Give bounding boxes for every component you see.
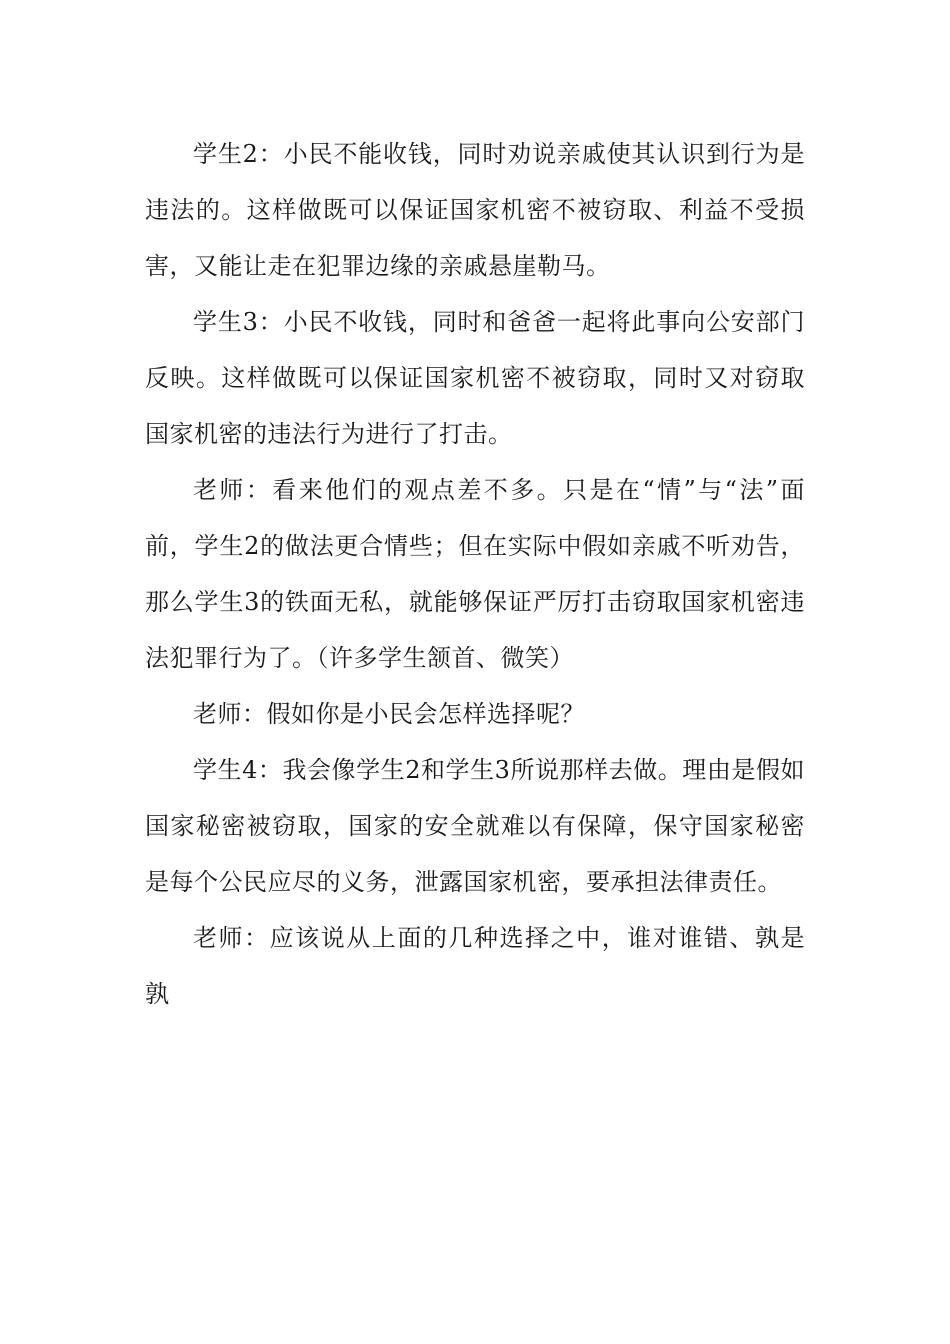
paragraph-student-3: 学生3：小民不收钱，同时和爸爸一起将此事向公安部门反映。这样做既可以保证国家机密不被窃取，同时又对窃取国家机密的违法行为进行了打击。 (145, 308, 805, 448)
paragraph-student-2: 学生2：小民不能收钱，同时劝说亲戚使其认识到行为是违法的。这样做既可以保证国家机密不被窃取、利益不受损害，又能让走在犯罪边缘的亲戚悬崖勒马。 (145, 140, 805, 280)
paragraph-teacher-question: 老师：假如你是小民会怎样选择呢？ (193, 700, 585, 728)
paragraph-teacher-summary: 老师：应该说从上面的几种选择之中，谁对谁错、孰是孰 (145, 924, 805, 1008)
document-body (145, 126, 805, 1022)
paragraph-teacher-comment: 老师：看来他们的观点差不多。只是在“情”与“法”面前，学生2的做法更合情些；但在实际中假如亲戚不听劝告，那么学生3的铁面无私，就能够保证严厉打击窃取国家机密违法犯罪行为了。（许多学生颔首、微笑） (145, 476, 805, 672)
paragraph-student-4: 学生4：我会像学生2和学生3所说那样去做。理由是假如国家秘密被窃取，国家的安全就难以有保障，保守国家秘密是每个公民应尽的义务，泄露国家机密，要承担法律责任。 (145, 756, 805, 896)
